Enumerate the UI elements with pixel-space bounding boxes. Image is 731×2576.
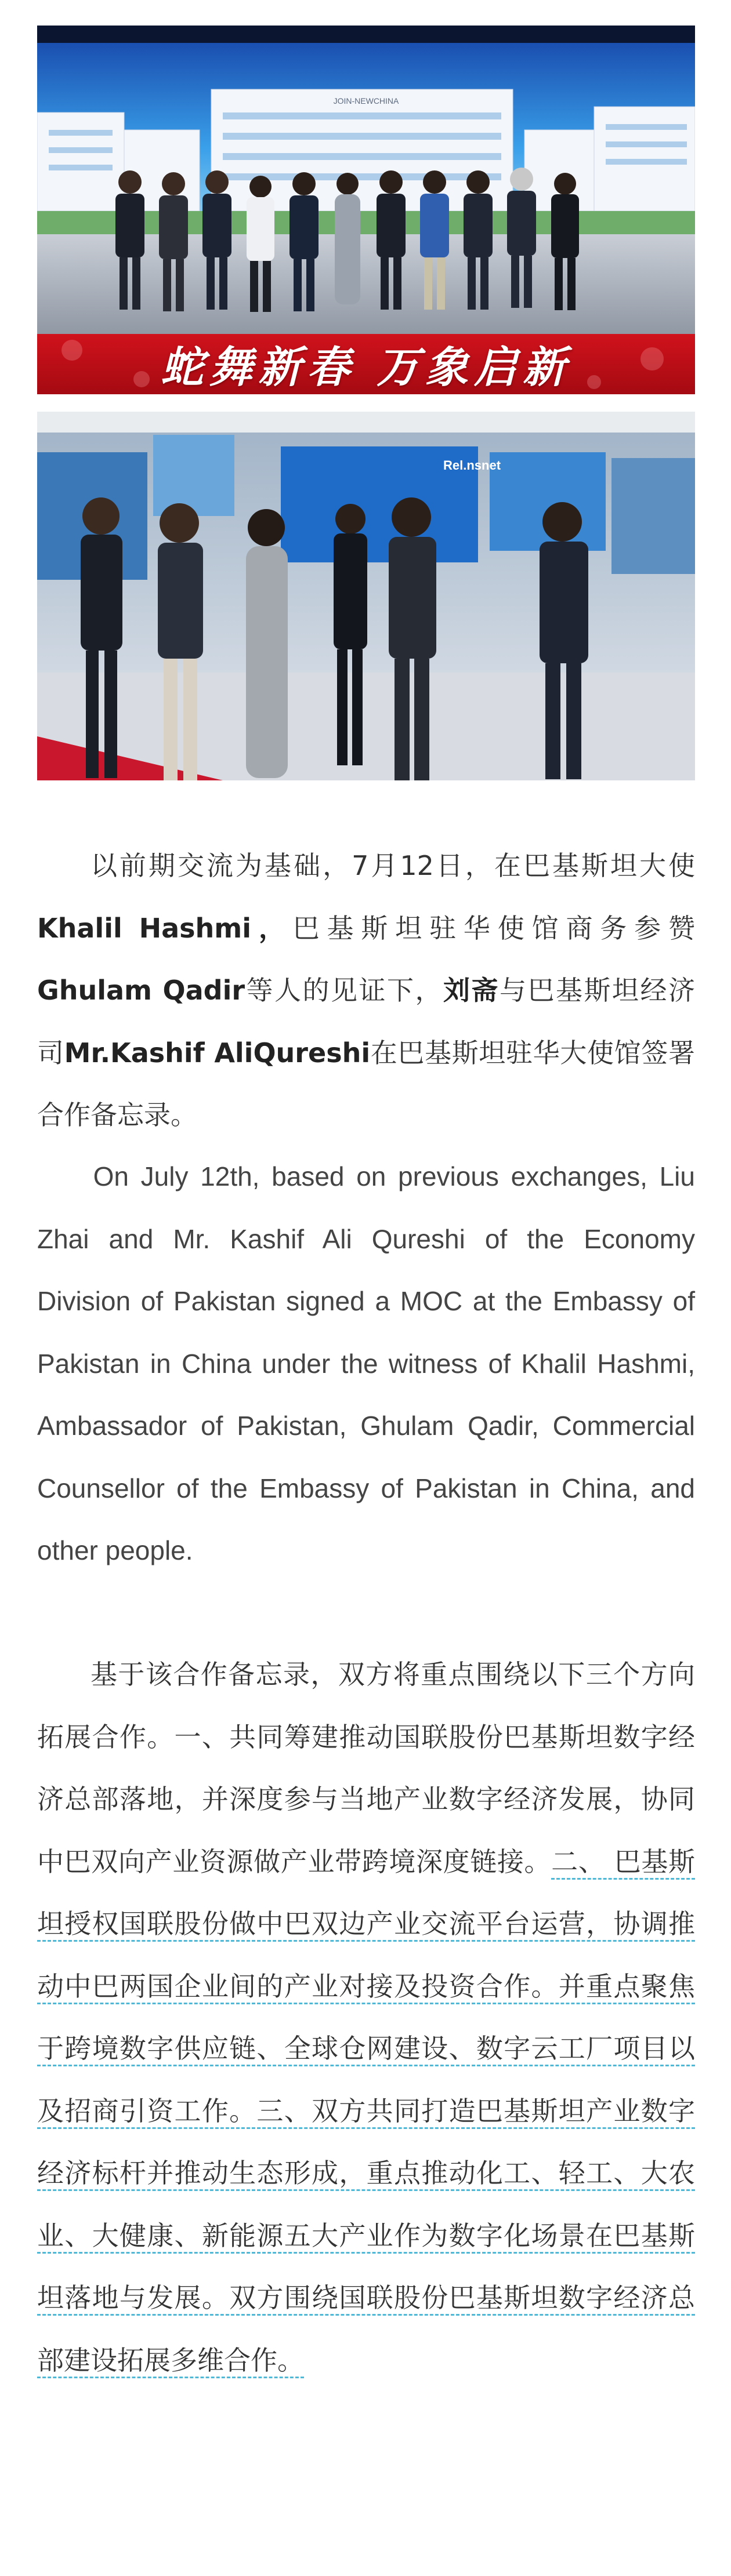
- intro-text-5: 在巴基斯坦驻华大使馆签署合作备忘录。: [37, 1037, 696, 1131]
- stage-photo: [37, 26, 695, 394]
- intro-text-3: 等人的见证下，: [245, 975, 444, 1006]
- building-sign: JOIN-NEWCHINA: [333, 96, 399, 106]
- exhibition-photo: [37, 412, 695, 780]
- paragraph-chinese-intro: [37, 835, 695, 1147]
- signatory-name: 刘斋: [443, 975, 500, 1006]
- screen-label: Rel.nsnet: [443, 458, 501, 473]
- paragraph-english: On July 12th, based on previous exchanges, Liu Zhai and Mr. Kashif Ali Qureshi of the Economy Division of Pakistan signed a MOC at the Embassy of Pakistan in China under the witness of Khalil Hashmi, Ambassador of Pakistan, Ghulam Qadir, Commercial Counsellor of the Embassy of Pakistan in China, and other people.: [37, 1161, 695, 1565]
- exhibition-photo-illustration: [37, 412, 695, 780]
- paragraph-cooperation-directions: [37, 1644, 695, 2392]
- ambassador-name: Khalil Hashmi，: [37, 912, 293, 944]
- intro-text-1: 以前期交流为基础，7月12日，在巴基斯坦大使: [91, 850, 695, 881]
- directions-text-underlined: 二、 巴基斯坦授权国联股份做中巴双边产业交流平台运营，协调推动中巴两国企业间的产业对接及投资合作。并重点聚焦于跨境数字供应链、全球仓网建设、数字云工厂项目以及招商引资工作。三、双方共同打造巴基斯坦产业数字经济标杆并推动生态形成，重点推动化工、轻工、大农业、大健康、新能源五大产业作为数字化场景在巴基斯坦落地与发展。双方围绕国联股份巴基斯坦数字经济总部建设拓展多维合作。: [37, 1845, 695, 2376]
- directions-text-1: 基于该合作备忘录，双方将重点围绕以下三个方向拓展合作。一、共同筹建推动国联股份巴基斯坦数字经济总部落地，并深度参与当地产业数字经济发展，协同中巴双向产业资源做产业带跨境深度链接。: [37, 1659, 695, 1877]
- counsellor-name: Ghulam Qadir: [37, 975, 245, 1006]
- intro-text-4: 与巴基斯坦经济司: [37, 975, 696, 1069]
- intro-text-2: 巴基斯坦驻华使馆商务参赞: [292, 912, 696, 944]
- economy-division-official: Mr.Kashif AliQureshi: [64, 1037, 371, 1069]
- banner-slogan: 蛇舞新春 万象启新: [161, 343, 571, 393]
